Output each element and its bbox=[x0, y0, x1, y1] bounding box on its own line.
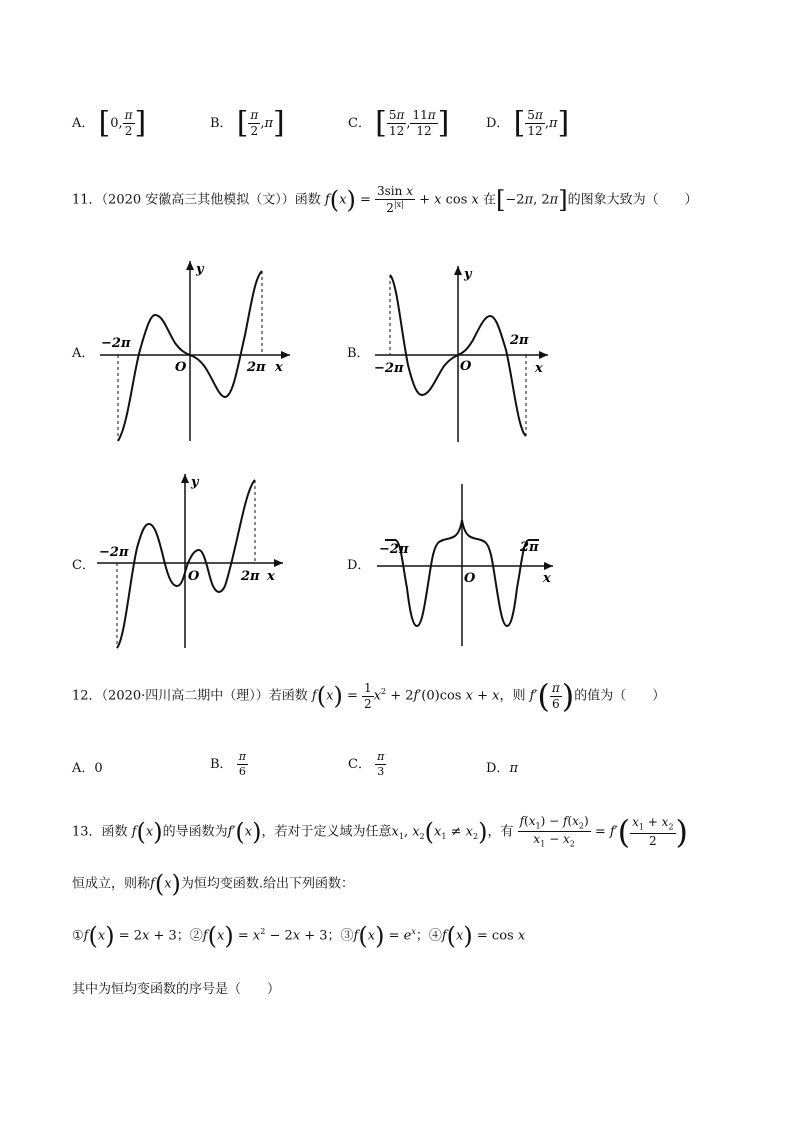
q13-question: 其中为恒均变函数的序号是（ ） bbox=[72, 982, 281, 997]
q11-stem: 11．（2020 安徽高三其他模拟（文））函数 f(x) = $\frac{\text{3sin x}}{2^{|x|}}$ + x cos x 在[−2π, 2π]的图象大致为（ ） bbox=[72, 184, 698, 215]
q10-option-b: B． [ $\frac{\pi}{2}$ ,π] bbox=[210, 105, 285, 141]
q13-stem-line2: 恒成立，则称f(x)为恒均变函数.给出下列函数： bbox=[72, 870, 355, 898]
graph-label-d: D． bbox=[347, 558, 371, 573]
graph-label-b: B． bbox=[347, 346, 370, 361]
axis-neg-label: −2π bbox=[374, 361, 404, 376]
q13-functions: ①f(x) = 2x + 3；②f(x) = $x^2 - 2x + 3$；③f(x) = $e^x$；④f(x) = cos x bbox=[72, 922, 526, 950]
q12-option-a: A．0 bbox=[72, 761, 103, 776]
axis-y-label: y bbox=[196, 262, 204, 277]
option-label: C． bbox=[348, 116, 371, 131]
question-number: 12． bbox=[72, 688, 102, 704]
option-label: D． bbox=[486, 116, 510, 131]
axis-y-label: y bbox=[191, 475, 199, 490]
axis-neg-label: −2π bbox=[101, 336, 131, 351]
question-source: （2020·四川高二期中（理）） bbox=[101, 688, 269, 704]
q12-option-b: B． $\frac{\pi}{6}$ bbox=[210, 750, 246, 778]
axis-x-label: x bbox=[535, 361, 543, 376]
q10-option-a: A． [0, $\frac{\pi}{2}$ ] bbox=[72, 105, 147, 141]
graph-c bbox=[95, 468, 290, 653]
q10-option-c: C． [ $\frac{5\pi}{12}$ , $\frac{11\pi}{12}$ ] bbox=[348, 105, 450, 141]
question-source: （2020 安徽高三其他模拟（文）） bbox=[101, 192, 295, 208]
q12-stem: 12．（2020·四川高二期中（理））若函数 f(x) = $\frac{1}{2}$ $x^2 + 2f'(0)\cos$ x + x，则 f′( $\frac{\pi}{6}$ )的值为（ ） bbox=[72, 677, 666, 715]
graph-label-c: C． bbox=[72, 558, 95, 573]
question-number: 13． bbox=[72, 824, 102, 840]
axis-neg-label: −2π bbox=[99, 545, 129, 560]
axis-x-label: x bbox=[275, 360, 283, 375]
q12-option-d: D．π bbox=[486, 761, 518, 776]
axis-x-label: x bbox=[543, 571, 551, 586]
question-number: 11． bbox=[72, 192, 102, 208]
axis-pos-label: 2π bbox=[241, 569, 260, 584]
axis-origin-label: O bbox=[175, 360, 187, 375]
option-label: B． bbox=[210, 116, 233, 131]
graph-d bbox=[375, 478, 560, 653]
graph-label-a: A． bbox=[72, 346, 95, 361]
axis-origin-label: O bbox=[188, 569, 200, 584]
option-label: A． bbox=[72, 116, 95, 131]
axis-x-label: x bbox=[267, 569, 275, 584]
q13-stem-line1: 13．函数 f(x)的导函数为f′(x)，若对于定义域为任意$x_1$, $x_2(x_1 \ne x_2)$，有 $\frac{f(x_1) - f(x_2)}{x_1 - x_2}$ = f′( $\frac{x_1 + x_2}{2}$ ) bbox=[72, 812, 689, 851]
graph-b bbox=[370, 260, 555, 445]
axis-y-label: y bbox=[464, 267, 472, 282]
q12-option-c: C． $\frac{\pi}{3}$ bbox=[348, 750, 385, 778]
axis-pos-label: 2π bbox=[247, 360, 266, 375]
axis-pos-label: 2π bbox=[510, 333, 529, 348]
q10-option-d: D． [ $\frac{5\pi}{12}$ ,π] bbox=[486, 105, 570, 141]
axis-origin-label: O bbox=[460, 359, 472, 374]
axis-neg-label: −2π bbox=[379, 542, 409, 557]
graph-a bbox=[95, 255, 295, 450]
axis-pos-label: 2π bbox=[520, 540, 539, 555]
axis-origin-label: O bbox=[464, 571, 476, 586]
